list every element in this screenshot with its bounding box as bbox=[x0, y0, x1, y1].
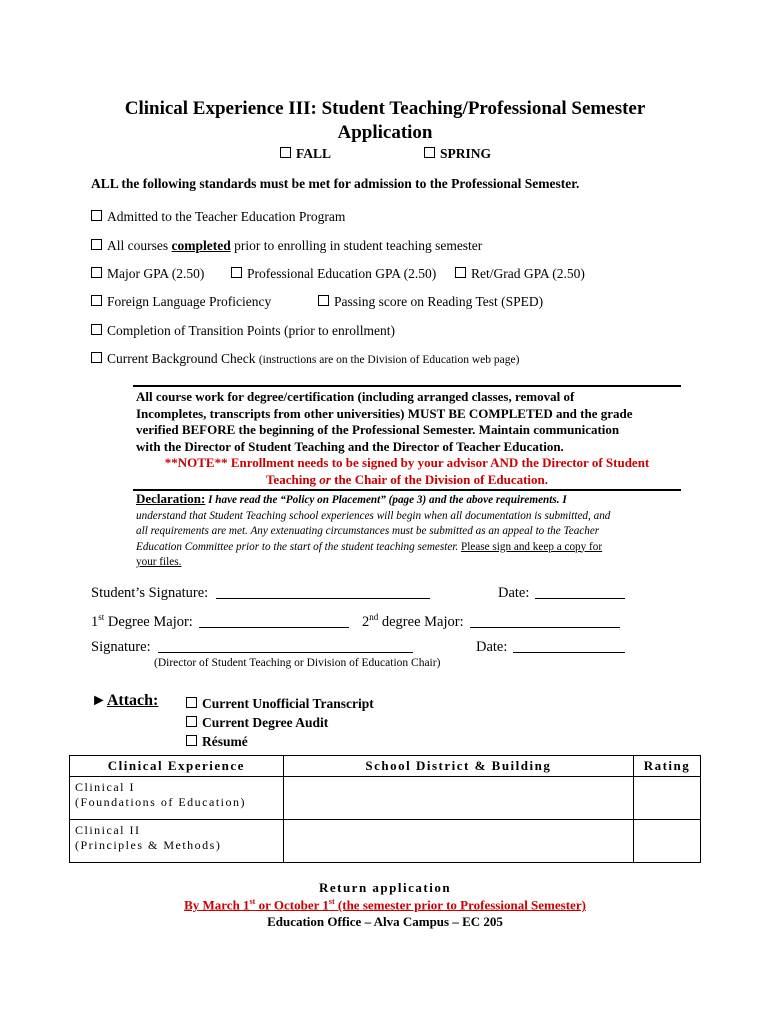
req-reading-test[interactable]: Passing score on Reading Test (SPED) bbox=[318, 294, 543, 310]
rating-cell[interactable] bbox=[634, 820, 701, 863]
checkbox-icon[interactable] bbox=[91, 324, 102, 335]
req-major-gpa[interactable]: Major GPA (2.50) bbox=[91, 266, 204, 282]
table-row bbox=[70, 820, 701, 863]
arrow-right-icon: ► bbox=[91, 692, 107, 709]
approver-date-row: Date: bbox=[476, 639, 625, 656]
checkbox-icon[interactable] bbox=[231, 267, 242, 278]
checkbox-icon[interactable] bbox=[186, 697, 197, 708]
return-deadline: By March 1st or October 1st (the semester prior to Professional Semester) bbox=[184, 897, 586, 913]
student-date-field[interactable] bbox=[535, 586, 625, 599]
declaration: Declaration: I have read the “Policy on Placement” (page 3) and the above requirements. I understand that Student Teaching school experiences will begin when all documentation is submitted, and all requirements are met. Any extenuating circumstances must be submitted as an appeal to the Teacher Education Committee prior to the start of the student teaching semester. Please sign and keep a copy for your files. bbox=[136, 491, 611, 568]
req-courses[interactable]: All courses completed prior to enrolling in student teaching semester bbox=[91, 238, 482, 254]
attach-resume[interactable]: Résumé bbox=[186, 734, 248, 750]
standards-intro: ALL the following standards must be met for admission to the Professional Semester. bbox=[91, 176, 580, 191]
rating-cell[interactable] bbox=[634, 777, 701, 820]
header-clinical-experience: Clinical Experience bbox=[70, 756, 284, 777]
first-major-row: 1st Degree Major: bbox=[91, 612, 349, 631]
header-rating: Rating bbox=[634, 756, 701, 777]
req-transition-points[interactable]: Completion of Transition Points (prior to enrollment) bbox=[91, 323, 395, 339]
req-retgrad-gpa[interactable]: Ret/Grad GPA (2.50) bbox=[455, 266, 585, 282]
school-district-cell[interactable] bbox=[283, 777, 633, 820]
notice-text: All course work for degree/certification (including arranged classes, removal of Incompletes, transcripts from other universities) MUST BE COMPLETED and the grade verified BEFORE the beginning of the Professional Semester. Maintain communication with the Director of Student Teaching and the Director of Teacher Education. bbox=[136, 389, 633, 454]
enrollment-note: **NOTE** Enrollment needs to be signed by your advisor AND the Director of Student Teaching or the Chair of the Division of Education. bbox=[164, 455, 650, 487]
checkbox-icon[interactable] bbox=[186, 735, 197, 746]
req-admitted[interactable]: Admitted to the Teacher Education Program bbox=[91, 209, 345, 225]
attach-label: ►Attach: bbox=[91, 692, 159, 709]
form-title-line2: Application bbox=[337, 122, 433, 143]
notice-top-rule bbox=[133, 385, 681, 387]
table-row bbox=[70, 777, 701, 820]
checkbox-icon[interactable] bbox=[455, 267, 466, 278]
first-major-field[interactable] bbox=[199, 615, 349, 628]
student-signature-row: Student’s Signature: bbox=[91, 585, 430, 602]
approver-signature-row: Signature: bbox=[91, 639, 413, 656]
signature-note: (Director of Student Teaching or Division of Education Chair) bbox=[154, 657, 441, 669]
attach-transcript[interactable]: Current Unofficial Transcript bbox=[186, 696, 374, 712]
school-district-cell[interactable] bbox=[283, 820, 633, 863]
clinical-experience-table bbox=[69, 755, 701, 863]
checkbox-icon[interactable] bbox=[91, 295, 102, 306]
checkbox-icon[interactable] bbox=[91, 210, 102, 221]
checkbox-icon[interactable] bbox=[280, 147, 291, 158]
clinical-name-cell: Clinical II (Principles & Methods) bbox=[70, 820, 284, 863]
fall-option[interactable]: FALL bbox=[280, 146, 331, 162]
checkbox-icon[interactable] bbox=[91, 352, 102, 363]
checkbox-icon[interactable] bbox=[91, 239, 102, 250]
checkbox-icon[interactable] bbox=[318, 295, 329, 306]
approver-signature-field[interactable] bbox=[158, 640, 413, 653]
form-title-line1: Clinical Experience III: Student Teaching/Professional Semester bbox=[124, 98, 646, 119]
return-heading: Return application bbox=[318, 880, 452, 895]
header-school-district: School District & Building bbox=[283, 756, 633, 777]
req-foreign-language[interactable]: Foreign Language Proficiency bbox=[91, 294, 271, 310]
approver-date-field[interactable] bbox=[513, 640, 625, 653]
return-office: Education Office – Alva Campus – EC 205 bbox=[267, 914, 503, 929]
second-major-field[interactable] bbox=[470, 615, 620, 628]
attach-degree-audit[interactable]: Current Degree Audit bbox=[186, 715, 328, 731]
table-header-row bbox=[70, 756, 701, 777]
req-prof-gpa[interactable]: Professional Education GPA (2.50) bbox=[231, 266, 436, 282]
student-date-row: Date: bbox=[498, 585, 625, 602]
checkbox-icon[interactable] bbox=[424, 147, 435, 158]
req-background-check[interactable]: Current Background Check (instructions are on the Division of Education web page) bbox=[91, 351, 519, 367]
student-signature-field[interactable] bbox=[216, 586, 430, 599]
checkbox-icon[interactable] bbox=[91, 267, 102, 278]
spring-option[interactable]: SPRING bbox=[424, 146, 491, 162]
checkbox-icon[interactable] bbox=[186, 716, 197, 727]
second-major-row: 2nd degree Major: bbox=[362, 612, 620, 631]
clinical-name-cell: Clinical I (Foundations of Education) bbox=[70, 777, 284, 820]
